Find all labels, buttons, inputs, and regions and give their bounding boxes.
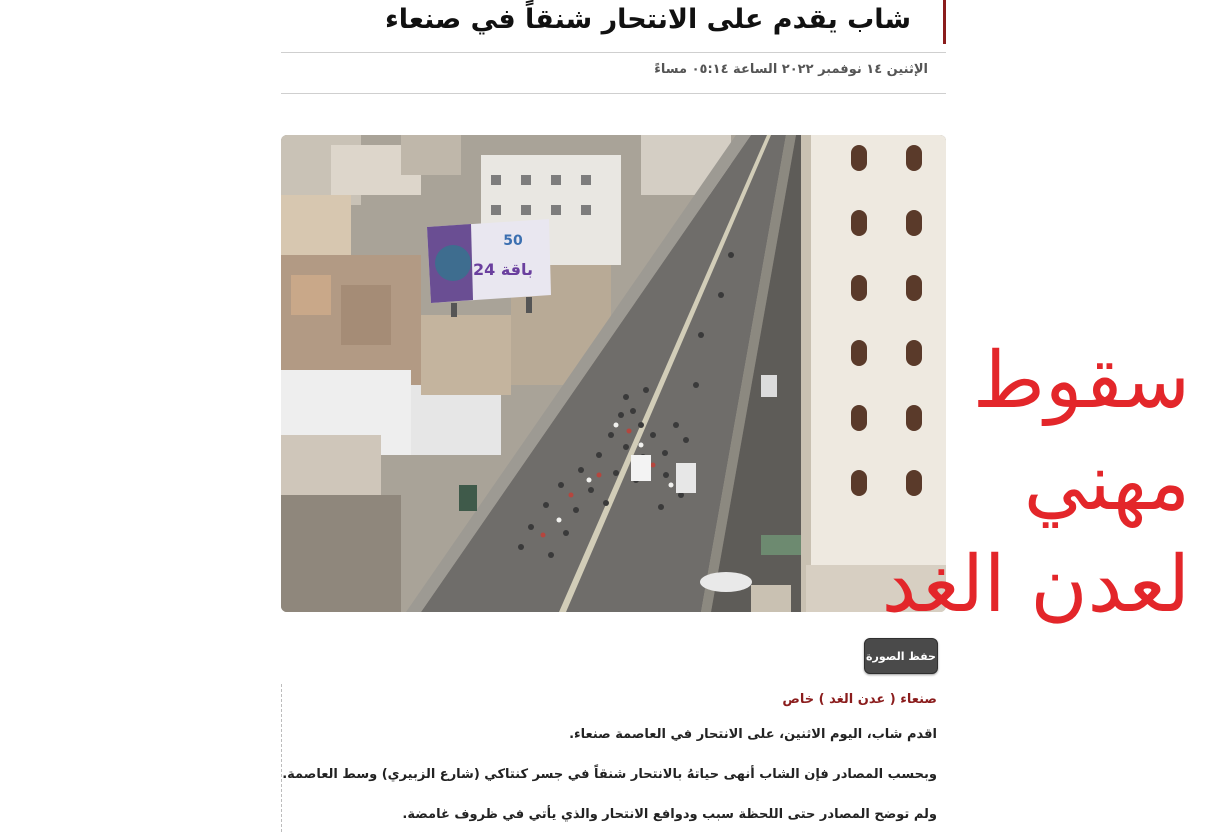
article-paragraph: وبحسب المصادر فإن الشاب أنهى حياتهُ بالانتحار شنقاً في جسر كنتاكي (شارع الزبيري) وسط العاصمة. bbox=[282, 767, 937, 782]
article-source: صنعاء ( عدن الغد ) خاص bbox=[782, 692, 937, 707]
divider bbox=[281, 52, 946, 53]
article-headline: شاب يقدم على الانتحار شنقاً في صنعاء bbox=[281, 0, 946, 44]
article-paragraph: اقدم شاب، اليوم الاثنين، على الانتحار في العاصمة صنعاء. bbox=[569, 727, 937, 742]
overlay-line-1: سقوط مهني bbox=[972, 336, 1190, 528]
divider bbox=[281, 93, 946, 94]
overlay-text bbox=[810, 330, 1190, 636]
article-body bbox=[281, 684, 947, 832]
billboard-number: 50 bbox=[503, 233, 523, 249]
article-paragraph: ولم توضح المصادر حتى اللحظة سبب ودوافع الانتحار والذي يأتي في ظروف غامضة. bbox=[402, 807, 937, 822]
billboard-text: باقة 24 bbox=[472, 260, 534, 279]
overlay-line-2: لعدن الغد bbox=[881, 540, 1190, 630]
save-image-button[interactable]: حفظ الصورة bbox=[864, 638, 938, 674]
article-dateline: الإثنين ١٤ نوفمبر ٢٠٢٢ الساعة ٠٥:١٤ مساءً bbox=[654, 62, 928, 77]
